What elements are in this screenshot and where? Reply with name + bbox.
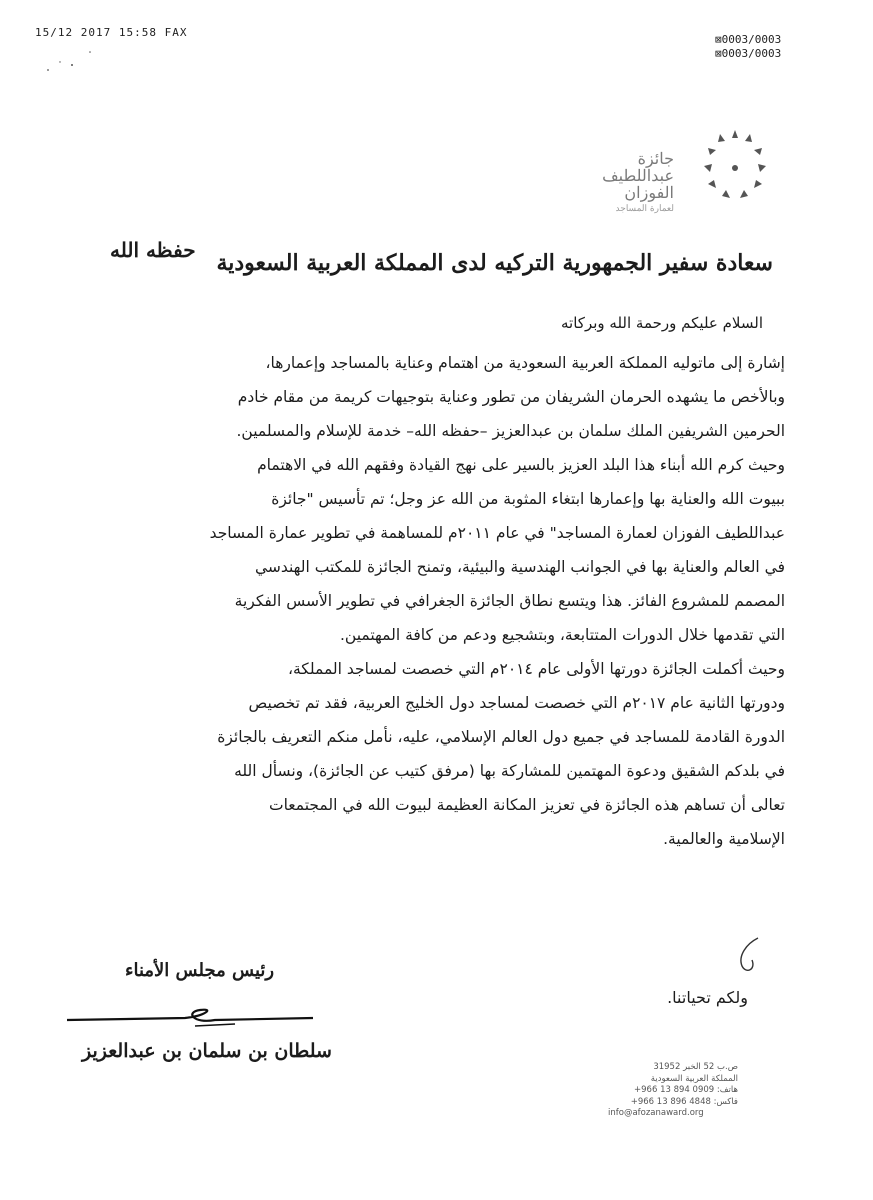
contact-info xyxy=(608,1062,738,1120)
award-emblem-icon xyxy=(700,128,770,208)
body-line: في العالم والعناية بها في الجوانب الهندسية والبيئية، وتمنح الجائزة للمكتب الهندسي xyxy=(254,558,785,576)
page-mark-icon: ⊠ xyxy=(715,47,722,60)
body-line: وبالأخص ما يشهده الحرمان الشريفان من تطور وعناية بتوجيهات كريمة من مقام خادم xyxy=(237,388,785,406)
body-line: وحيث أكملت الجائزة دورتها الأولى عام ٢٠١٤م التي خصصت لمساجد المملكة، xyxy=(287,660,785,678)
body-line: في بلدكم الشقيق ودعوة المهتمين للمشاركة بها (مرفق كتيب عن الجائزة)، ونسأل الله xyxy=(234,762,785,780)
logo-line-2: عبداللطيف الفوزان xyxy=(602,166,674,202)
margin-pen-mark xyxy=(728,930,768,980)
contact-country: المملكة العربية السعودية xyxy=(650,1073,738,1084)
signature-mark xyxy=(65,1000,315,1036)
signatory-title: رئيس مجلس الأمناء xyxy=(125,960,275,981)
page-marks xyxy=(715,33,781,61)
body-line: المصمم للمشروع الفائز. هذا ويتسع نطاق الجائزة الجغرافي في تطوير الأسس الفكرية xyxy=(234,592,785,610)
body-line: الحرمين الشريفين الملك سلمان بن عبدالعزيز –حفظه الله– خدمة للإسلام والمسلمين. xyxy=(236,422,785,440)
addressee: سعادة سفير الجمهورية التركيه لدى المملكة العربية السعودية xyxy=(216,250,773,276)
contact-fax: فاكس: 4848 896 13 966+ xyxy=(630,1096,738,1107)
fax-header: 15/12 2017 15:58 FAX xyxy=(35,26,188,39)
body-line: عبداللطيف الفوزان لعمارة المساجد" في عام ٢٠١١م للمساهمة في تطوير عمارة المساجد xyxy=(209,524,785,542)
greeting: السلام عليكم ورحمة الله وبركاته xyxy=(561,314,763,332)
body-line: الإسلامية والعالمية. xyxy=(663,830,785,848)
body-line: ببيوت الله والعناية بها وإعمارها ابتغاء المثوبة من الله عز وجل؛ تم تأسيس "جائزة xyxy=(271,490,785,508)
logo-line-1: جائزة xyxy=(637,149,674,168)
page-mark: ⊠0003/0003 xyxy=(715,47,782,60)
body-line: إشارة إلى ماتوليه المملكة العربية السعودية من اهتمام وعناية بالمساجد وإعمارها، xyxy=(265,354,785,372)
contact-po-box: ص.ب 52 الخبر 31952 xyxy=(653,1062,738,1072)
body-line: التي تقدمها خلال الدورات المتتابعة، وبتشجيع ودعم من كافة المهتمين. xyxy=(339,626,785,644)
logo-line-3: لعمارة المساجد xyxy=(615,204,674,214)
letter-body xyxy=(95,346,785,856)
body-line: تعالى أن تساهم هذه الجائزة في تعزيز المكانة العظيمة لبيوت الله في المجتمعات xyxy=(268,796,785,814)
body-line: وحيث كرم الله أبناء هذا البلد العزيز بالسير على نهج القيادة وفقهم الله في الاهتمام xyxy=(257,456,785,474)
contact-email: info@afozanaward.org xyxy=(608,1108,704,1118)
scan-speck-marks xyxy=(30,40,100,80)
honorific: حفظه الله xyxy=(110,238,196,262)
closing: ولكم تحياتنا. xyxy=(667,988,748,1007)
contact-phone: هاتف: 0909 894 13 966+ xyxy=(634,1085,738,1095)
page-mark-icon: ⊠ xyxy=(715,33,722,46)
body-line: الدورة القادمة للمساجد في جميع دول العالم الإسلامي، عليه، نأمل منكم التعريف بالجائزة xyxy=(217,728,785,746)
award-logo-text xyxy=(600,150,674,218)
page-mark: ⊠0003/0003 xyxy=(715,33,782,46)
signatory-name: سلطان بن سلمان بن عبدالعزيز xyxy=(82,1040,332,1062)
award-logo xyxy=(600,128,770,214)
body-line: ودورتها الثانية عام ٢٠١٧م التي خصصت لمساجد دول الخليج العربية، فقد تم تخصيص xyxy=(248,694,785,712)
